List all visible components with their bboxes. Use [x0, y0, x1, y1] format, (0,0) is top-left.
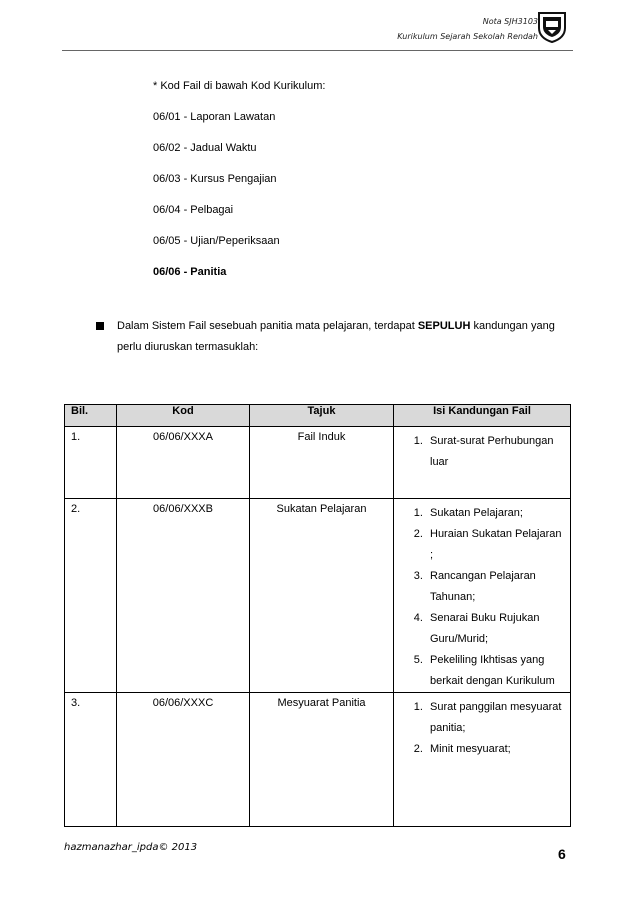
intro-paragraph: [117, 316, 567, 358]
header-course-title: Kurikulum Sejarah Sekolah Rendah: [397, 32, 538, 41]
cell-kod: 06/06/XXXC: [117, 693, 250, 827]
file-code-item: 06/04 - Pelbagai: [153, 204, 234, 216]
header-tajuk: Tajuk: [250, 405, 394, 427]
content-list: [400, 503, 564, 692]
header-kod: Kod: [117, 405, 250, 427]
content-list-item: 4. Senarai Buku Rujukan Guru/Murid;: [426, 608, 564, 650]
paragraph-text-end: kandungan yang perlu diuruskan termasuklah:: [117, 320, 555, 353]
paragraph-text-start: Dalam Sistem Fail sesebuah panitia mata pelajaran, terdapat: [117, 320, 418, 332]
table-row: [65, 499, 571, 693]
cell-tajuk: Sukatan Pelajaran: [250, 499, 394, 693]
content-list-item: 1. Surat panggilan mesyuarat panitia;: [426, 697, 564, 739]
file-code-heading: * Kod Fail di bawah Kod Kurikulum:: [153, 80, 326, 92]
cell-bil: 2.: [65, 499, 117, 693]
content-list-item: 2. Minit mesyuarat;: [426, 739, 564, 760]
content-list-item: 2. Huraian Sukatan Pelajaran ;: [426, 524, 564, 566]
cell-kod: 06/06/XXXB: [117, 499, 250, 693]
content-list-item: 1. Sukatan Pelajaran;: [426, 503, 564, 524]
header-isi-kandungan: Isi Kandungan Fail: [394, 405, 571, 427]
page-header: [397, 14, 538, 44]
content-list-item: 3. Rancangan Pelajaran Tahunan;: [426, 566, 564, 608]
cell-tajuk: Mesyuarat Panitia: [250, 693, 394, 827]
paragraph-emphasis: SEPULUH: [417, 320, 471, 332]
table-header-row: [65, 405, 571, 427]
cell-bil: 1.: [65, 427, 117, 499]
cell-isi-kandungan: [394, 427, 571, 499]
content-list: [400, 431, 564, 473]
content-list: [400, 697, 564, 760]
table-row: [65, 693, 571, 827]
file-code-item: 06/05 - Ujian/Peperiksaan: [153, 235, 280, 247]
header-course-code: Nota SJH3103: [482, 17, 538, 26]
cell-bil: 3.: [65, 693, 117, 827]
file-code-item: 06/03 - Kursus Pengajian: [153, 173, 277, 185]
header-bil: Bil.: [65, 405, 117, 427]
institute-crest-icon: [536, 10, 568, 44]
file-code-item: 06/02 - Jadual Waktu: [153, 142, 257, 154]
cell-isi-kandungan: [394, 499, 571, 693]
header-rule: [62, 50, 573, 51]
cell-kod: 06/06/XXXA: [117, 427, 250, 499]
cell-isi-kandungan: [394, 693, 571, 827]
file-contents-table: [64, 404, 571, 827]
cell-tajuk: Fail Induk: [250, 427, 394, 499]
square-bullet-icon: [96, 322, 104, 330]
content-list-item: 1. Surat-surat Perhubungan luar: [426, 431, 564, 473]
file-code-list: [153, 79, 326, 278]
table-row: [65, 427, 571, 499]
footer-credit: hazmanazhar_ipda© 2013: [64, 842, 198, 853]
page-number: 6: [558, 846, 566, 862]
file-code-item: 06/06 - Panitia: [153, 266, 227, 278]
content-list-item: 5. Pekeliling Ikhtisas yang berkait dengan Kurikulum: [426, 650, 564, 692]
file-code-item: 06/01 - Laporan Lawatan: [153, 111, 276, 123]
